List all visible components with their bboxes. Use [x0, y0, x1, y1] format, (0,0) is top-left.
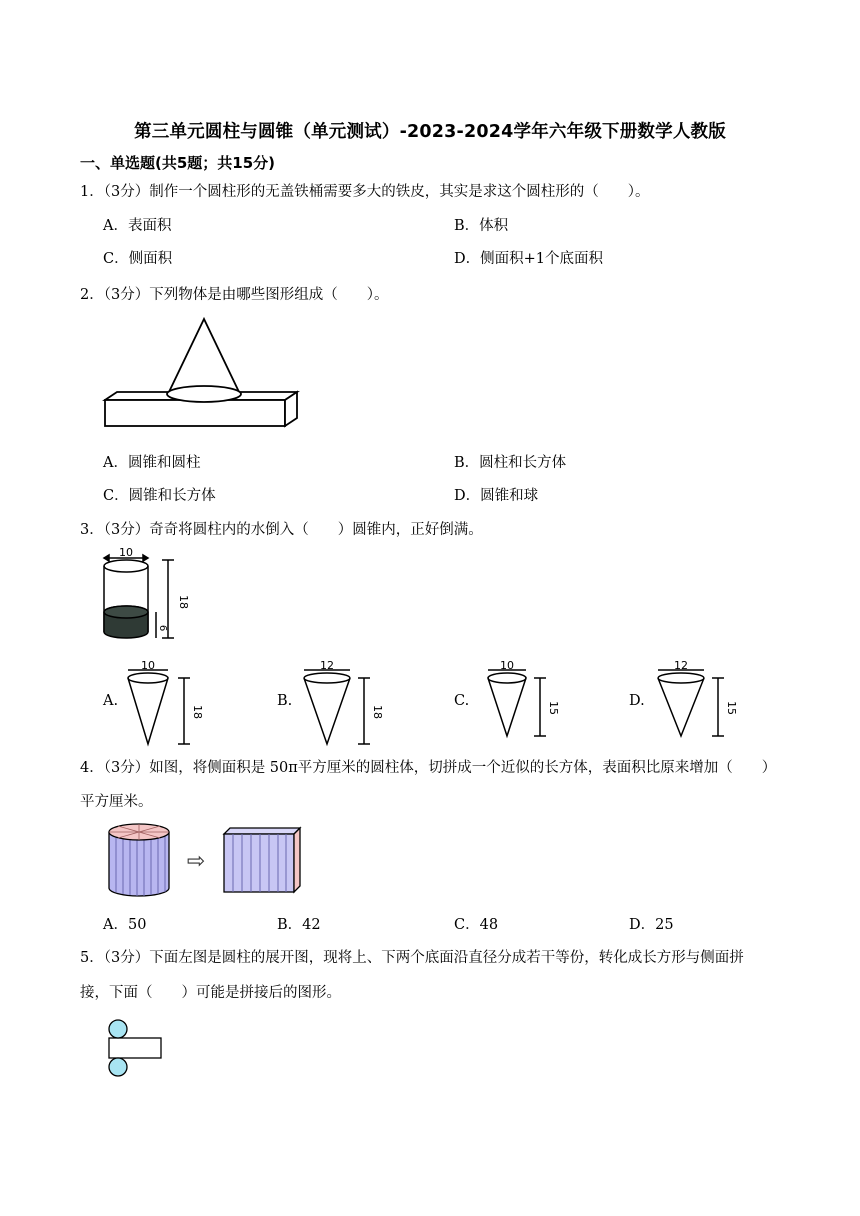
q3-b-height-label: 18 — [371, 705, 384, 719]
cone-on-cuboid-figure — [100, 314, 300, 434]
cylinder-to-cuboid-figure — [104, 820, 314, 900]
water-cylinder-figure — [98, 546, 190, 650]
q2-option-b[interactable]: B．圆柱和长方体 — [454, 455, 567, 471]
q3-option-d-cone[interactable] — [652, 659, 738, 748]
cylinder-net-figure — [104, 1018, 168, 1080]
page-title: 第三单元圆柱与圆锥（单元测试）-2023-2024学年六年级下册数学人教版 — [134, 122, 726, 142]
q3-a-height-label: 18 — [191, 705, 204, 719]
q2-option-c[interactable]: C．圆锥和长方体 — [103, 488, 216, 504]
q3-c-top-label: 10 — [500, 659, 514, 672]
q1-option-b[interactable]: B．体积 — [454, 218, 509, 234]
q4-option-c[interactable]: C．48 — [454, 917, 499, 933]
question-4-stem-line1: 4．（3分）如图，将侧面积是 50π平方厘米的圆柱体，切拼成一个近似的长方体，表面积比原来增加（ ） — [80, 760, 777, 776]
q3-option-c-letter[interactable]: C. — [454, 693, 470, 709]
q3-a-top-label: 10 — [141, 659, 155, 672]
cylinder-height-label: 18 — [177, 595, 190, 609]
question-3-stem: 3．（3分）奇奇将圆柱内的水倒入（ ）圆锥内，正好倒满。 — [80, 522, 483, 538]
q3-option-b-letter[interactable]: B. — [277, 693, 293, 709]
q3-b-top-label: 12 — [320, 659, 334, 672]
q3-option-a-letter[interactable]: A. — [103, 693, 119, 709]
q1-option-a[interactable]: A．表面积 — [103, 218, 172, 234]
section-heading: 一、单选题(共5题；共15分) — [80, 154, 276, 172]
q3-option-d-letter[interactable]: D. — [629, 693, 645, 709]
question-5-stem-line2: 接，下面（ ）可能是拼接后的图形。 — [80, 985, 341, 1001]
q4-option-a[interactable]: A．50 — [103, 917, 147, 933]
q3-d-height-label: 15 — [725, 701, 738, 715]
q3-d-top-label: 12 — [674, 659, 688, 672]
question-4-stem-line2: 平方厘米。 — [80, 794, 153, 810]
q4-option-d[interactable]: D．25 — [629, 917, 674, 933]
q2-option-d[interactable]: D．圆锥和球 — [454, 488, 539, 504]
question-5-stem-line1: 5．（3分）下面左图是圆柱的展开图，现将上、下两个底面沿直径分成若干等份，转化成长方形与侧面拼 — [80, 950, 744, 966]
transform-arrow-icon: ⇨ — [186, 849, 206, 874]
q3-option-a-cone[interactable] — [120, 659, 204, 748]
q3-option-b-cone[interactable] — [298, 659, 384, 748]
water-height-label: 6 — [157, 624, 168, 632]
q1-option-d[interactable]: D．侧面积+1个底面积 — [454, 251, 603, 267]
question-1-stem: 1．（3分）制作一个圆柱形的无盖铁桶需要多大的铁皮，其实是求这个圆柱形的（ ）。 — [80, 184, 650, 200]
q4-option-b[interactable]: B．42 — [277, 917, 321, 933]
q3-option-c-cone[interactable] — [480, 659, 560, 748]
question-2-stem: 2．（3分）下列物体是由哪些图形组成（ ）。 — [80, 287, 389, 303]
q2-option-a[interactable]: A．圆锥和圆柱 — [103, 455, 201, 471]
q3-c-height-label: 15 — [547, 701, 560, 715]
cylinder-diameter-label: 10 — [119, 546, 133, 559]
q1-option-c[interactable]: C．侧面积 — [103, 251, 173, 267]
